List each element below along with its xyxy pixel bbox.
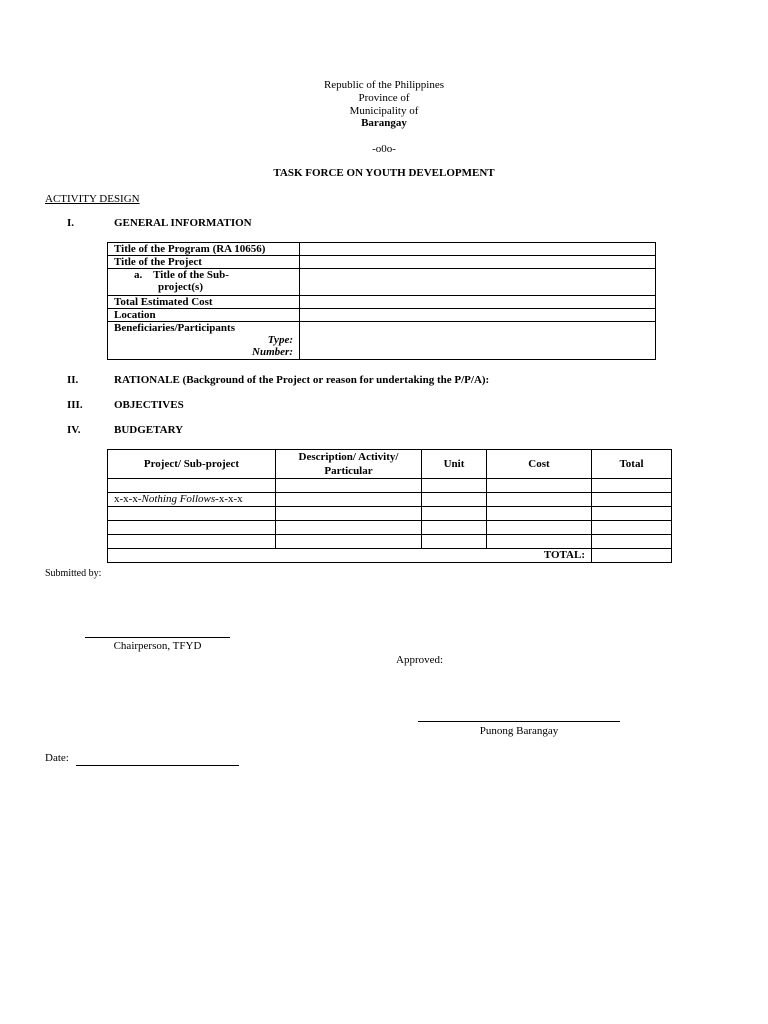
chairperson-signature-line [85, 637, 230, 638]
table-cell[interactable] [108, 507, 276, 521]
table-cell[interactable] [276, 493, 422, 507]
chairperson-label: Chairperson, TFYD [113, 640, 202, 652]
table-cell[interactable] [592, 493, 672, 507]
table-header-row [108, 450, 672, 479]
subproject-letter: a. [134, 269, 143, 281]
beneficiaries-label [108, 322, 300, 360]
nothing-follows-text: Nothing Follows [141, 493, 216, 505]
col-total-header: Total [592, 450, 672, 479]
table-row [108, 256, 656, 269]
section-3-title: OBJECTIVES [114, 399, 184, 411]
type-label: Type: [267, 334, 293, 346]
header-line-municipality: Municipality of [349, 105, 419, 117]
table-row [108, 322, 656, 360]
section-2-number: II. [67, 374, 79, 386]
location-label: Location [108, 309, 300, 322]
nothing-follows-cell [108, 493, 276, 507]
col-cost-header: Cost [487, 450, 592, 479]
nothing-prefix: x-x-x- [114, 493, 142, 505]
table-cell[interactable] [592, 479, 672, 493]
project-value[interactable] [300, 256, 656, 269]
subproject-line1: Title of the Sub- [153, 269, 229, 281]
table-row [108, 296, 656, 309]
activity-design-heading: ACTIVITY DESIGN [45, 193, 140, 205]
beneficiaries-value[interactable] [300, 322, 656, 360]
table-row [108, 269, 656, 296]
table-row [108, 521, 672, 535]
beneficiaries-title: Beneficiaries/Participants [114, 322, 235, 334]
table-cell[interactable] [422, 493, 487, 507]
cost-value[interactable] [300, 296, 656, 309]
table-cell[interactable] [592, 521, 672, 535]
col-unit-header: Unit [422, 450, 487, 479]
project-label: Title of the Project [108, 256, 300, 269]
col-project-header: Project/ Sub-project [108, 450, 276, 479]
table-row [108, 507, 672, 521]
table-cell[interactable] [108, 479, 276, 493]
total-value[interactable] [592, 549, 672, 563]
table-cell[interactable] [276, 507, 422, 521]
date-label: Date: [45, 752, 69, 764]
table-cell[interactable] [422, 535, 487, 549]
general-info-table [107, 242, 656, 360]
col-description-line1: Description/ Activity/ [298, 451, 399, 463]
table-cell[interactable] [422, 479, 487, 493]
nothing-suffix: -x-x-x [215, 493, 243, 505]
col-description-line2: Particular [324, 465, 373, 477]
section-1-title: GENERAL INFORMATION [114, 217, 252, 229]
number-label: Number: [252, 346, 293, 358]
date-line[interactable] [76, 765, 239, 766]
col-description-header [276, 450, 422, 479]
table-cell[interactable] [592, 507, 672, 521]
table-cell[interactable] [276, 521, 422, 535]
table-row [108, 243, 656, 256]
subproject-label [108, 269, 300, 296]
location-value[interactable] [300, 309, 656, 322]
table-row [108, 309, 656, 322]
table-cell[interactable] [108, 535, 276, 549]
program-value[interactable] [300, 243, 656, 256]
table-cell[interactable] [487, 507, 592, 521]
punong-signature-line [418, 721, 620, 722]
header-line-barangay: Barangay [361, 117, 407, 129]
section-4-title: BUDGETARY [114, 424, 184, 436]
punong-barangay-label: Punong Barangay [479, 725, 559, 737]
table-cell[interactable] [592, 535, 672, 549]
section-3-number: III. [67, 399, 83, 411]
table-cell[interactable] [487, 493, 592, 507]
program-label: Title of the Program (RA 10656) [108, 243, 300, 256]
cost-label: Total Estimated Cost [108, 296, 300, 309]
header-line-province: Province of [358, 92, 410, 104]
table-cell[interactable] [108, 521, 276, 535]
table-cell[interactable] [487, 535, 592, 549]
document-title: TASK FORCE ON YOUTH DEVELOPMENT [273, 167, 495, 179]
table-cell[interactable] [276, 479, 422, 493]
approved-label: Approved: [396, 654, 444, 666]
table-row [108, 493, 672, 507]
table-row [108, 535, 672, 549]
header-separator: -o0o- [372, 143, 396, 155]
total-label: TOTAL: [108, 549, 592, 563]
section-4-number: IV. [67, 424, 81, 436]
table-total-row [108, 549, 672, 563]
table-cell[interactable] [487, 521, 592, 535]
subproject-value[interactable] [300, 269, 656, 296]
table-cell[interactable] [487, 479, 592, 493]
table-row [108, 479, 672, 493]
table-cell[interactable] [422, 507, 487, 521]
section-2-title: RATIONALE (Background of the Project or reason for undertaking the P/P/A): [114, 374, 490, 386]
table-cell[interactable] [422, 521, 487, 535]
header-line-republic: Republic of the Philippines [323, 79, 445, 91]
subproject-line2: project(s) [158, 281, 203, 293]
section-1-number: I. [67, 217, 75, 229]
submitted-by-label: Submitted by: [45, 568, 102, 579]
budget-table [107, 449, 672, 563]
table-cell[interactable] [276, 535, 422, 549]
